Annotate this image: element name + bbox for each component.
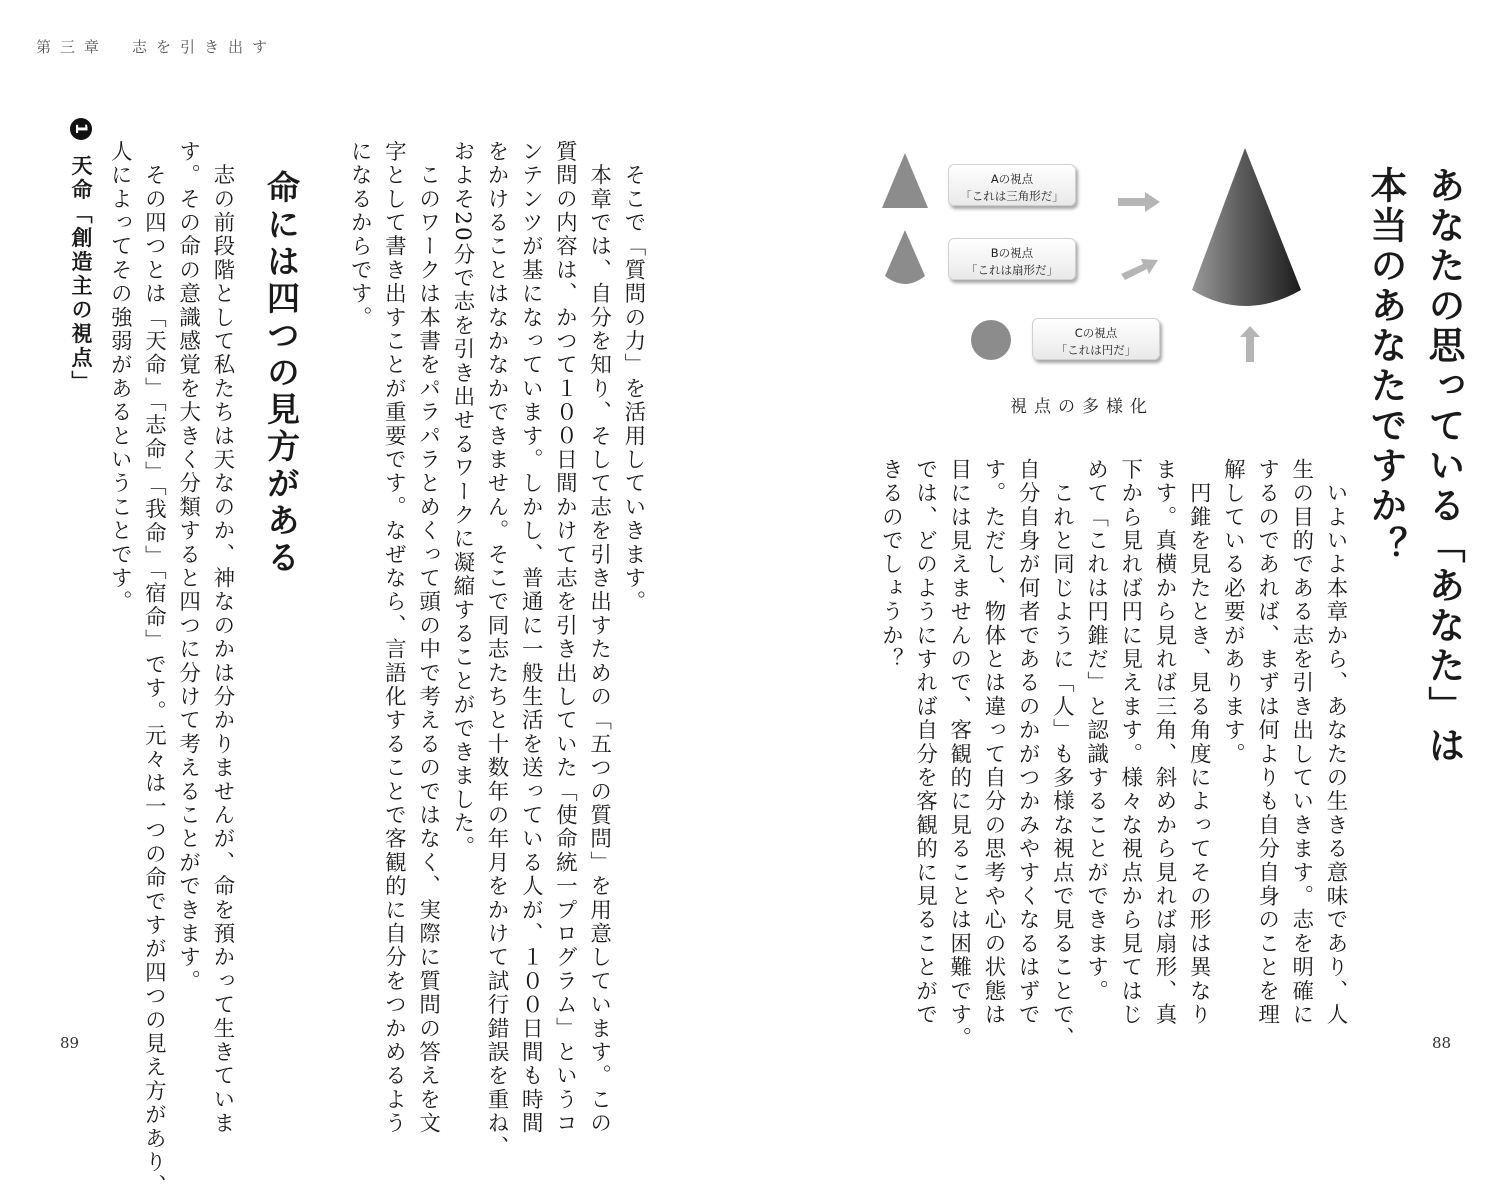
viewpoint-c-title: Cの視点 — [1074, 326, 1118, 340]
subhead-tenmei — [66, 118, 96, 394]
viewpoint-diagram — [870, 140, 1330, 430]
number-badge-icon: 1 — [70, 118, 92, 140]
arrow-up-icon — [1240, 326, 1260, 362]
viewpoint-b-box — [948, 238, 1076, 280]
viewpoint-a-text: 「これは三角形だ」 — [960, 189, 1064, 203]
viewpoint-c-box — [1032, 318, 1160, 360]
page-title: あなたの思っている「あなた」は 本当のあなたですか？ — [1364, 166, 1465, 766]
viewpoint-b-text: 「これは扇形だ」 — [966, 263, 1058, 277]
triangle-shape — [882, 153, 928, 208]
arrow-diagonal-icon — [1121, 259, 1158, 280]
circle-shape — [971, 320, 1011, 360]
left-body-text-bottom: 志の前段階として私たちは天なのか、神なのかは分かりませんが、命を預かって生きていま す。その命の意識感覚を大きく分類すると四つに分けて考えることができます。 その四つとは「天命」「志命」「我命」「宿命」です。元々は一つの命ですが四つの見え方があり、 人によってその強弱があるということです。 — [107, 140, 235, 1198]
viewpoint-c-text: 「これは円だ」 — [1055, 343, 1137, 357]
arrow-right-icon — [1118, 192, 1160, 212]
sector-shape — [885, 230, 925, 284]
viewpoint-a-title: Aの視点 — [990, 172, 1034, 186]
section-heading: 命には四つの見方がある — [262, 170, 301, 577]
viewpoint-a-box — [948, 164, 1076, 206]
figure-caption: 視点の多様化 — [1010, 397, 1154, 417]
cone-shape — [1192, 148, 1301, 306]
running-head: 第三章 志を引き出す — [36, 38, 277, 56]
right-body-text: いよいよ本章から、あなたの生きる意味であり、人 生の目的である志を引き出していきます。志を明確に するのであれば、まずは何よりも自分自身のことを理 解している必要があります。 円錐を見たとき、見る角度によってその形は異なり ます。真横から見れば三角、斜めから見れば扇形、真 下から見れば円に見えます。様々な視点から見てはじ めて「これは円錐だ」と認識することができます。 これと同じように「人」も多様な視点で見ることで、 自分自身が何者であるのかがつかみやすくなるはずで す。ただし、物体とは違って自分の思考や心の状態は 目には見えませんので、客観的に見ることは困難です。 では、どのようにすれば自分を客観的に見ることがで きるのでしょうか？ — [878, 458, 1348, 1051]
left-body-text-top: そこで「質問の力」を活用していきます。 本章では、自分を知り、そして志を引き出すための「五つの質問」を用意しています。この 質問の内容は、かつて１００日間かけて志を引き出していた「使命統一プログラム」というコ ンテンツが基になっています。しかし、普通に一般生活を送っている人が、１００日間も時間 をかけることはなかなかできません。そこで同志たちと十数年の年月をかけて試行錯誤を重ね、 およそ20分で志を引き出せるワークに凝縮することができました。 このワークは本書をパラパラとめくって頭の中で考えるのではなく、実際に質問の答えを文 字として書き出すことが重要です。なぜなら、言語化することで客観的に自分をつかめるよう になるからです。 — [347, 140, 646, 1160]
subhead-label: 天命「創造主の視点」 — [69, 154, 93, 395]
page-number-right: 88 — [1432, 1034, 1452, 1052]
viewpoint-b-title: Bの視点 — [990, 246, 1034, 260]
page-number-left: 89 — [60, 1034, 80, 1052]
